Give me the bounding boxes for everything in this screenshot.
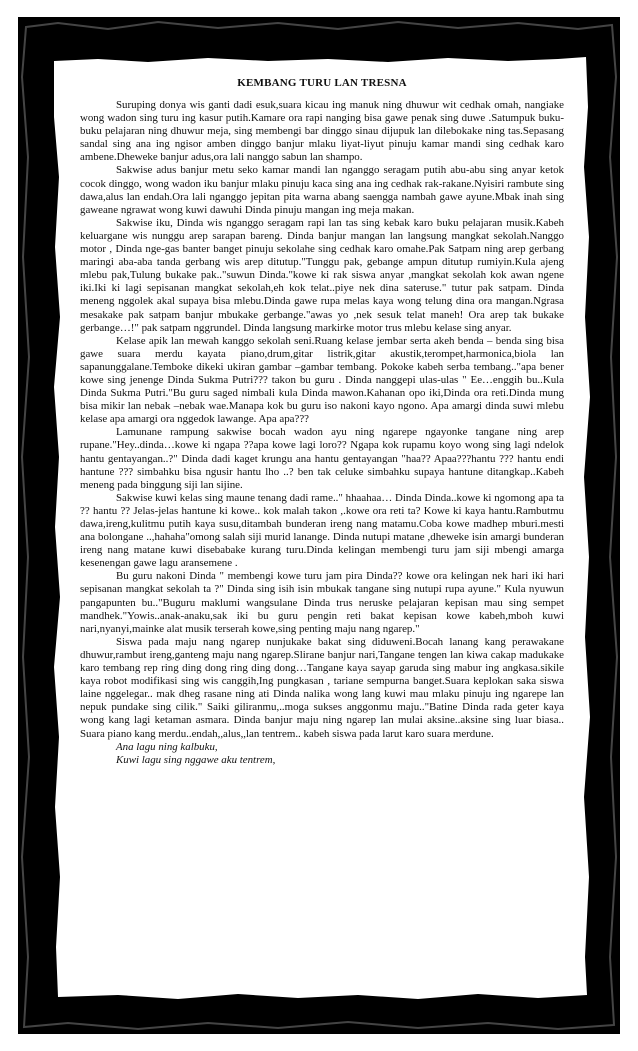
verse-line: Kuwi lagu sing nggawe aku tentrem, xyxy=(116,753,276,766)
document-title: KEMBANG TURU LAN TRESNA xyxy=(237,77,407,89)
paragraph: Lamunane rampung sakwise bocah wadon ayu ning ngarepe ngayonke tangane ning arep rupane."Hey..dinda…kowe ki ngapa ??apa kowe lagi loro?? Ngapa kok rupamu koyo wong sing lagi ndelok hantu gentayangan..?" Dinda dadi kaget krungu ana hantu gentayangan "haa?? Apaa???hantu ??? hantu endi hantune ??? simbahku bisa ngusir hantu lho ..? ben tak celuke simbahku supaya hantune ditangkap..Kabeh meneng pada binggung siji lan sijine. xyxy=(80,426,564,491)
paragraph: Suruping donya wis ganti dadi esuk,suara kicau ing manuk ning dhuwur wit cedhak omah, nangiake wong wadon sing turu ing kasur putih.Kamare ora rapi nanging bisa gawe penak sing duwe .Satumpuk buku-buku pelajaran ning dhuwur meja, sing membengi bar dinggo sinau dijupuk lan dilebokake ning tas.Sepasang sandal sing ana ing ngisor amben dinggo banjur mlaku liyat-liyut pinuju kamar mandi sing cedhak karo ambene.Dheweke banjur adus,ora lali nanggo sabun lan shampo. xyxy=(80,99,564,164)
paragraph: Sakwise iku, Dinda wis nganggo seragam rapi lan tas sing kebak karo buku pelajaran musik.Kabeh keluargane wis nunggu arep sarapan bareng. Dinda banjur mangan lan langsung mangkat sekolah.Nanggo motor , Dinda nge-gas banter banget pinuju sekolahe sing cedhak karo omahe.Pak Satpam ning arep gerbang maringi aba-aba tanda gerbang wis arep ditutup."Tunggu pak, gebange ampun ditutup rumiyin.Kula ajeng mlebu pak,Tulung bukake pak.."suwun Dinda."kowe ki rak siswa anyar ,mangkat sekolah kok awan ngene iki.Iki ki lagi sepisanan mangkat sekolah,eh kok telat..piye nek dina saterusе." tutur pak satpam. Dinda meneng nggolek akal supaya bisa mlebu.Dinda gawe rupa melas kaya wong telung dina ora mangan.Ngrasa mesakake pak satpam banjur mbukake gerbange."awas yo ,nek sesuk telat maneh! Ora arep tak bukake gerbange…!" pak satpam nggrundel. Dinda langsung markirke motor trus mlebu kelase sing anyar. xyxy=(80,216,564,334)
paragraph: Bu guru nakoni Dinda " membengi kowe turu jam pira Dinda?? kowe ora kelingan nek hari iki hari sepisanan mangkat sekolah ta ?" Dinda sing isih isin mbukak tangane sing nutupi rupa ayune." Kula nyuwun pangapunten bu.."Buguru maklumi wangsulane Dinda trus neruske pelajaran kepisan mau sing sempet mandhek."Yowis..anak-anaku,sak iki bu guru pengin reti bakat kepisan kowe kabeh,mboh kuwi nari,nyanyi,mainke alat musik terserah kowe,sing penting maju nang ngarep." xyxy=(80,570,564,635)
document-body xyxy=(80,77,564,767)
verse-line: Ana lagu ning kalbuku, xyxy=(116,740,218,753)
paragraph: Sakwise adus banjur metu seko kamar mandi lan nganggo seragam putih abu-abu sing anyar ketok cocok dinggo, wong wadon iku banjur mlaku pinuju kaca sing ana ing cedhak rak-rakane.Nyisiri rambute sing dawa,alus lan endah.Ora lali nganggo jepitan pita warna abang saengga nambah gawe ayune.Mbak inah sing gaweane ngrawat wong kuwi dawuhi Dinda pinuju mangan ing meja makan. xyxy=(80,164,564,216)
paragraph: Kelase apik lan mewah kanggo sekolah seni.Ruang kelase jembar serta akeh benda – benda sing bisa gawe suara merdu kayata piano,drum,gitar listrik,gitar akustik,terompet,harmonica,biola lan sapanunggalane.Temboke dikeki ukiran gambar –gambar tembang. Pokoke kabeh serba tembang.."apa bener kowe sing jenenge Dinda Sukma Putri??? takon bu guru . Dinda nanggepi ulas-ulas " Ee…enggih bu..Kula Dinda Sukma Putri."Bu guru saged nimbali kula Dinda mawon.Kahanan opo iki,Dinda ora reti.Dinda mung bisa mikir lan nebak –nebak wae.Manapa kok bu guru iso nakoni kayo ngono. Apa amargi dinda suwi mlebu kelase apa amargi ora nggedok lawange. Apa apa??? xyxy=(80,334,564,426)
paragraph: Siswa pada maju nang ngarep nunjukake bakat sing diduweni.Bocah lanang kang perawakane dhuwur,rambut ireng,ganteng maju nang ngarep.Slirane banjur nari,Tangane tengen lan kiwa cakap madukake karo tembang rep ring ding dong ring ding dong…Tangane kaya sayap garuda sing mabur ing angkasa.sikile kaya robot modifikasi sing wis canggih,Ing pungkasan , tariane sempurna banget.Suara keplokan saka siswa laine nggelegar.. mak dheg rasane ning ati Dinda nalika wong lang kuwi mau mlaku pinuju ing ngarepe lan nepuk pundake sing cilik." Saiki giliranmu,..moga sukses anggonmu maju.."Batine Dinda rada geter kaya wong kang lagi ketaman asmara. Dinda banjur maju ning ngarep lan mulai aksine..aksine sing luar biasa.. Suara piano kang merdu..endah,,alus,,lan tentrem.. kabeh siswa pada larut karo suara merdune. xyxy=(80,635,564,740)
paragraph: Sakwise kuwi kelas sing maune tenang dadi rame.." hhaahaa… Dinda Dinda..kowe ki ngomong apa ta ?? hantu ?? Jelas-jelas hantune ki kowe.. kok malah takon ,.kowe ora reti ta? Kowe ki kaya hantu.Rambutmu dawa,ireng,kulitmu putih kaya susu,ditambah bunderan ireng nang matamu.Coba kowe madhep mburi.mesti ana bolongane ..,hahaha"omong salah siji murid lanange. Dinda nutupi matane ,dheweke isin amargi bunderan ireng nang matane kuwi disebabake kurang turu.Dinda kelingan membengi turu jam siji mbengi amarga kesenengan gawe lagu aransemene . xyxy=(80,491,564,570)
